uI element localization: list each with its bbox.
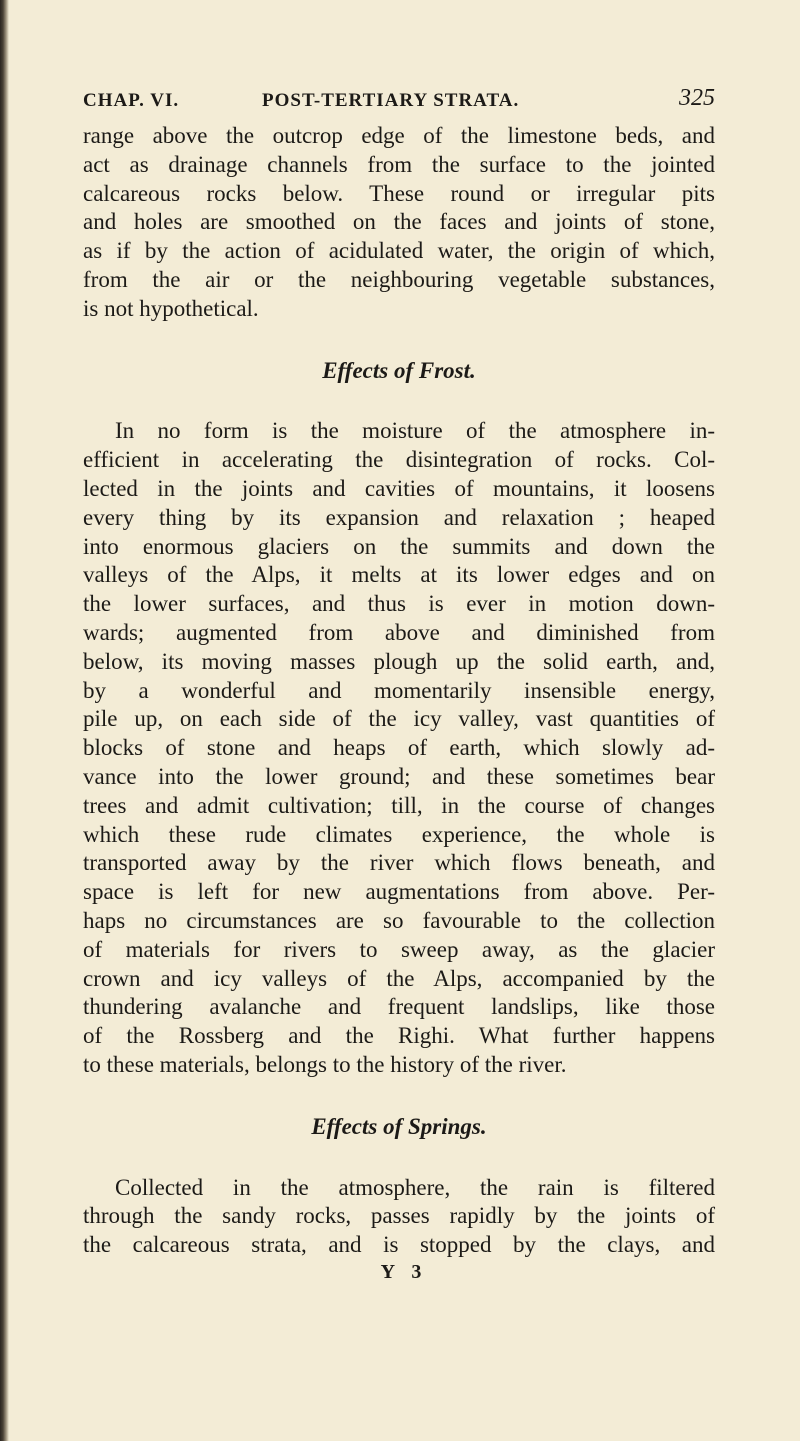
running-header [83, 85, 715, 120]
text-line: Collected in the atmosphere, the rain is filtered [115, 1174, 715, 1200]
text-line: efficient in accelerating the disintegration of rocks. Col- [83, 447, 715, 473]
text-line: every thing by its expansion and relaxation ; heaped [83, 504, 715, 530]
text-line: wards; augmented from above and diminished from [83, 619, 715, 645]
text-line: haps no circumstances are so favourable to the collection [83, 907, 715, 933]
text-line: the calcareous strata, and is stopped by the clays, and [83, 1232, 715, 1258]
text-line: pile up, on each side of the icy valley, vast quantities of [83, 706, 715, 732]
paragraph-drainage [83, 122, 715, 324]
text-line: lected in the joints and cavities of mountains, it loosens [83, 475, 715, 501]
text-line: In no form is the moisture of the atmosphere in- [115, 418, 715, 444]
text-line: range above the outcrop edge of the limestone beds, and [83, 123, 715, 148]
text-line: crown and icy valleys of the Alps, accompanied by the [83, 965, 715, 991]
section-heading-frost: Effects of Frost. [322, 357, 476, 383]
page-number: 325 [679, 85, 715, 111]
section-heading-springs: Effects of Springs. [311, 1113, 487, 1139]
text-line: of the Rossberg and the Righi. What further happens [83, 1023, 715, 1049]
text-line: space is left for new augmentations from above. Per- [83, 879, 715, 905]
text-line: is not hypothetical. [83, 295, 259, 321]
text-line: through the sandy rocks, passes rapidly by the joints of [83, 1203, 715, 1229]
text-line: of materials for rivers to sweep away, as the glacier [83, 936, 715, 962]
signature-mark: Y 3 [380, 1260, 428, 1283]
paragraph-frost [83, 417, 715, 1079]
text-line: transported away by the river which flows beneath, and [83, 850, 715, 876]
paragraph-springs [83, 1174, 715, 1260]
text-line: as if by the action of acidulated water, the origin of which, [83, 238, 715, 264]
text-line: blocks of stone and heaps of earth, which slowly ad- [83, 735, 715, 761]
text-line: below, its moving masses plough up the solid earth, and, [83, 648, 715, 674]
text-line: thundering avalanche and frequent landslips, like those [83, 994, 715, 1020]
text-line: vance into the lower ground; and these sometimes bear [83, 763, 715, 789]
text-line: valleys of the Alps, it melts at its lower edges and on [83, 562, 715, 588]
text-line: by a wonderful and momentarily insensible energy, [83, 677, 715, 703]
text-line: calcareous rocks below. These round or irregular pits [83, 180, 715, 206]
book-page [83, 85, 715, 1284]
text-line: act as drainage channels from the surface to the jointed [83, 151, 715, 177]
page-binding-edge [0, 0, 9, 1441]
chapter-label: CHAP. VI. [83, 90, 180, 111]
text-line: into enormous glaciers on the summits and down the [83, 533, 715, 559]
running-title: POST-TERTIARY STRATA. [262, 90, 520, 111]
text-line: which these rude climates experience, the whole is [83, 821, 715, 847]
text-line: to these materials, belongs to the history of the river. [83, 1051, 567, 1077]
text-line: the lower surfaces, and thus is ever in motion down- [83, 591, 715, 617]
text-line: trees and admit cultivation; till, in the course of changes [83, 792, 715, 818]
text-line: from the air or the neighbouring vegetable substances, [83, 266, 715, 292]
text-line: and holes are smoothed on the faces and joints of stone, [83, 209, 715, 235]
